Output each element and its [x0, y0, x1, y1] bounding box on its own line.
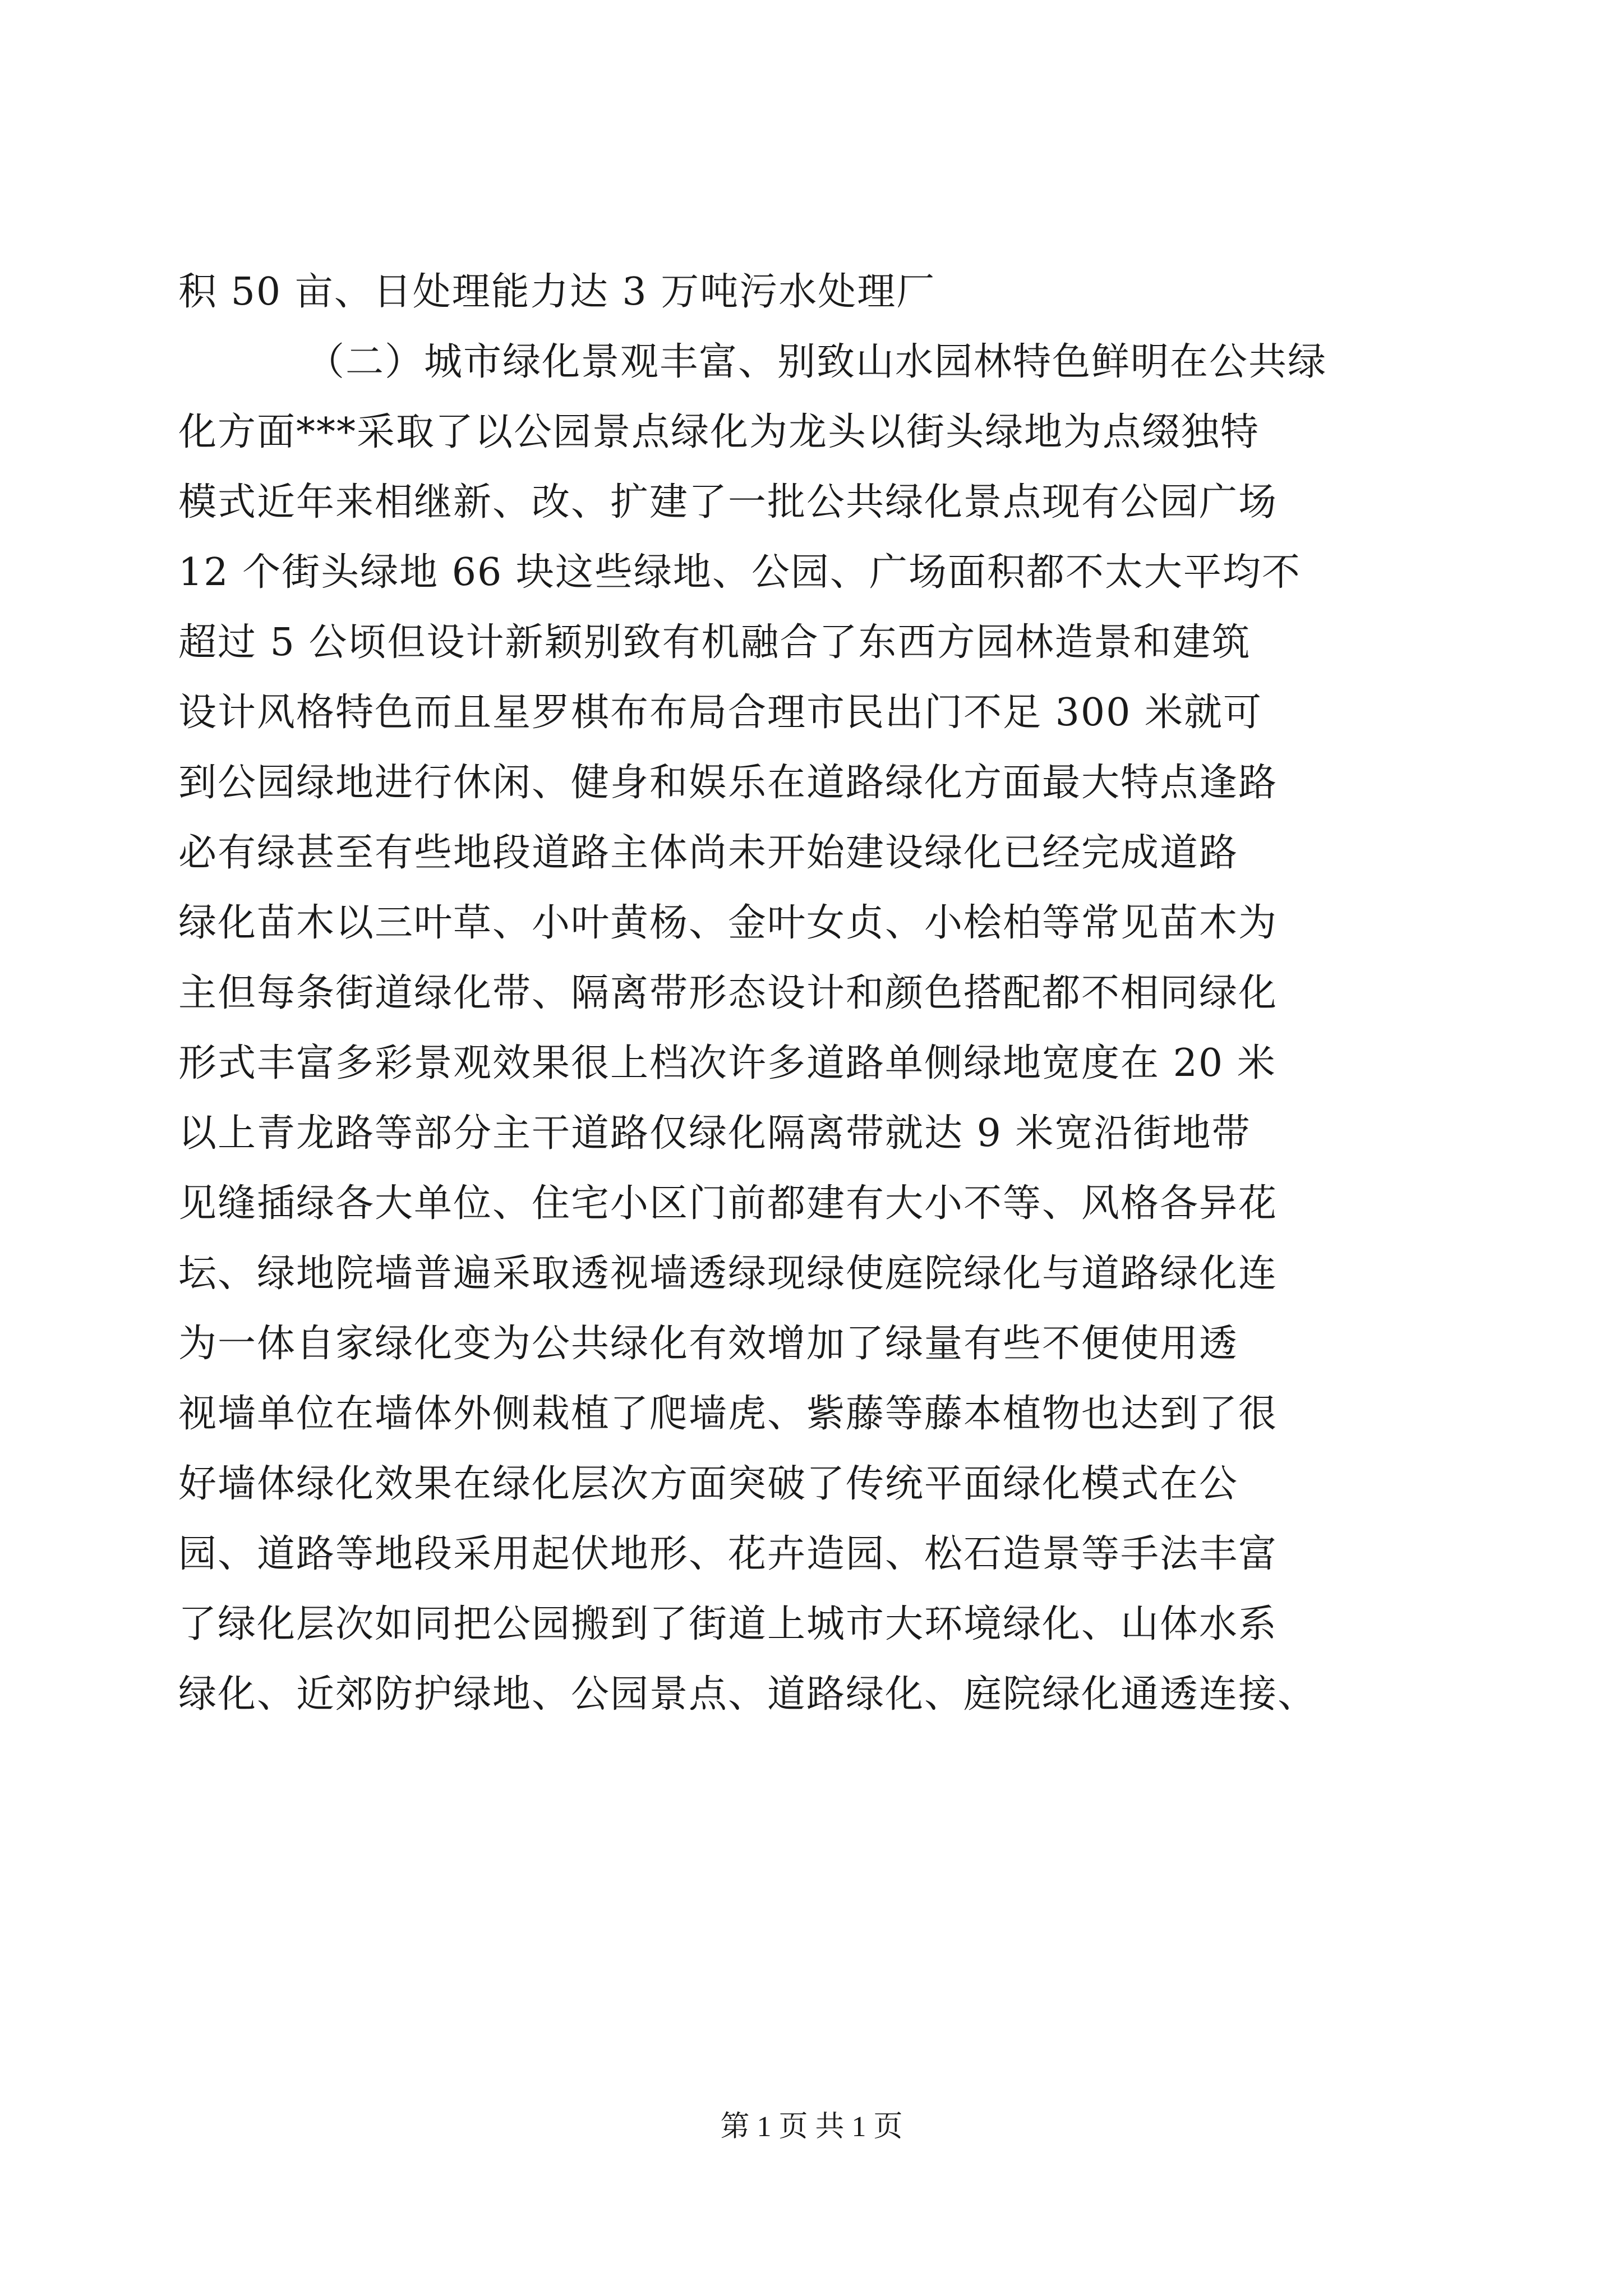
text-line: 设计风格特色而且星罗棋布布局合理市民出门不足 300 米就可 [178, 691, 1263, 735]
text-line: 超过 5 公顷但设计新颖别致有机融合了东西方园林造景和建筑 [178, 620, 1251, 665]
text-line: 化方面***采取了以公园景点绿化为龙头以街头绿地为点缀独特 [178, 410, 1260, 454]
text-line: 绿化苗木以三叶草、小叶黄杨、金叶女贞、小桧柏等常见苗木为 [178, 901, 1278, 945]
text-line: 视墙单位在墙体外侧栽植了爬墙虎、紫藤等藤本植物也达到了很 [178, 1392, 1278, 1436]
text-line: 为一体自家绿化变为公共绿化有效增加了绿量有些不便使用透 [178, 1322, 1239, 1366]
text-line: 见缝插绿各大单位、住宅小区门前都建有大小不等、风格各异花 [178, 1181, 1278, 1226]
page-number-footer: 第 1 页 共 1 页 [720, 2111, 903, 2143]
text-line: 到公园绿地进行休闲、健身和娱乐在道路绿化方面最大特点逢路 [178, 761, 1278, 805]
text-line: 积 50 亩、日处理能力达 3 万吨污水处理厂 [178, 270, 936, 314]
text-line: 12 个街头绿地 66 块这些绿地、公园、广场面积都不太大平均不 [178, 550, 1301, 595]
text-line: 绿化、近郊防护绿地、公园景点、道路绿化、庭院绿化通透连接、 [178, 1672, 1317, 1717]
paragraph-start-line: （二）城市绿化景观丰富、别致山水园林特色鲜明在公共绿 [306, 340, 1327, 384]
text-line: 好墙体绿化效果在绿化层次方面突破了传统平面绿化模式在公 [178, 1462, 1239, 1506]
text-line: 形式丰富多彩景观效果很上档次许多道路单侧绿地宽度在 20 米 [178, 1041, 1276, 1085]
text-line: 模式近年来相继新、改、扩建了一批公共绿化景点现有公园广场 [178, 480, 1278, 524]
text-line: 必有绿甚至有些地段道路主体尚未开始建设绿化已经完成道路 [178, 831, 1239, 875]
text-line: 坛、绿地院墙普遍采取透视墙透绿现绿使庭院绿化与道路绿化连 [178, 1251, 1278, 1296]
text-line: 主但每条街道绿化带、隔离带形态设计和颜色搭配都不相同绿化 [178, 971, 1278, 1015]
text-line: 了绿化层次如同把公园搬到了街道上城市大环境绿化、山体水系 [178, 1602, 1278, 1646]
text-line: 园、道路等地段采用起伏地形、花卉造园、松石造景等手法丰富 [178, 1532, 1278, 1576]
body-text [178, 257, 1446, 1729]
text-line: 以上青龙路等部分主干道路仅绿化隔离带就达 9 米宽沿街地带 [178, 1111, 1251, 1156]
